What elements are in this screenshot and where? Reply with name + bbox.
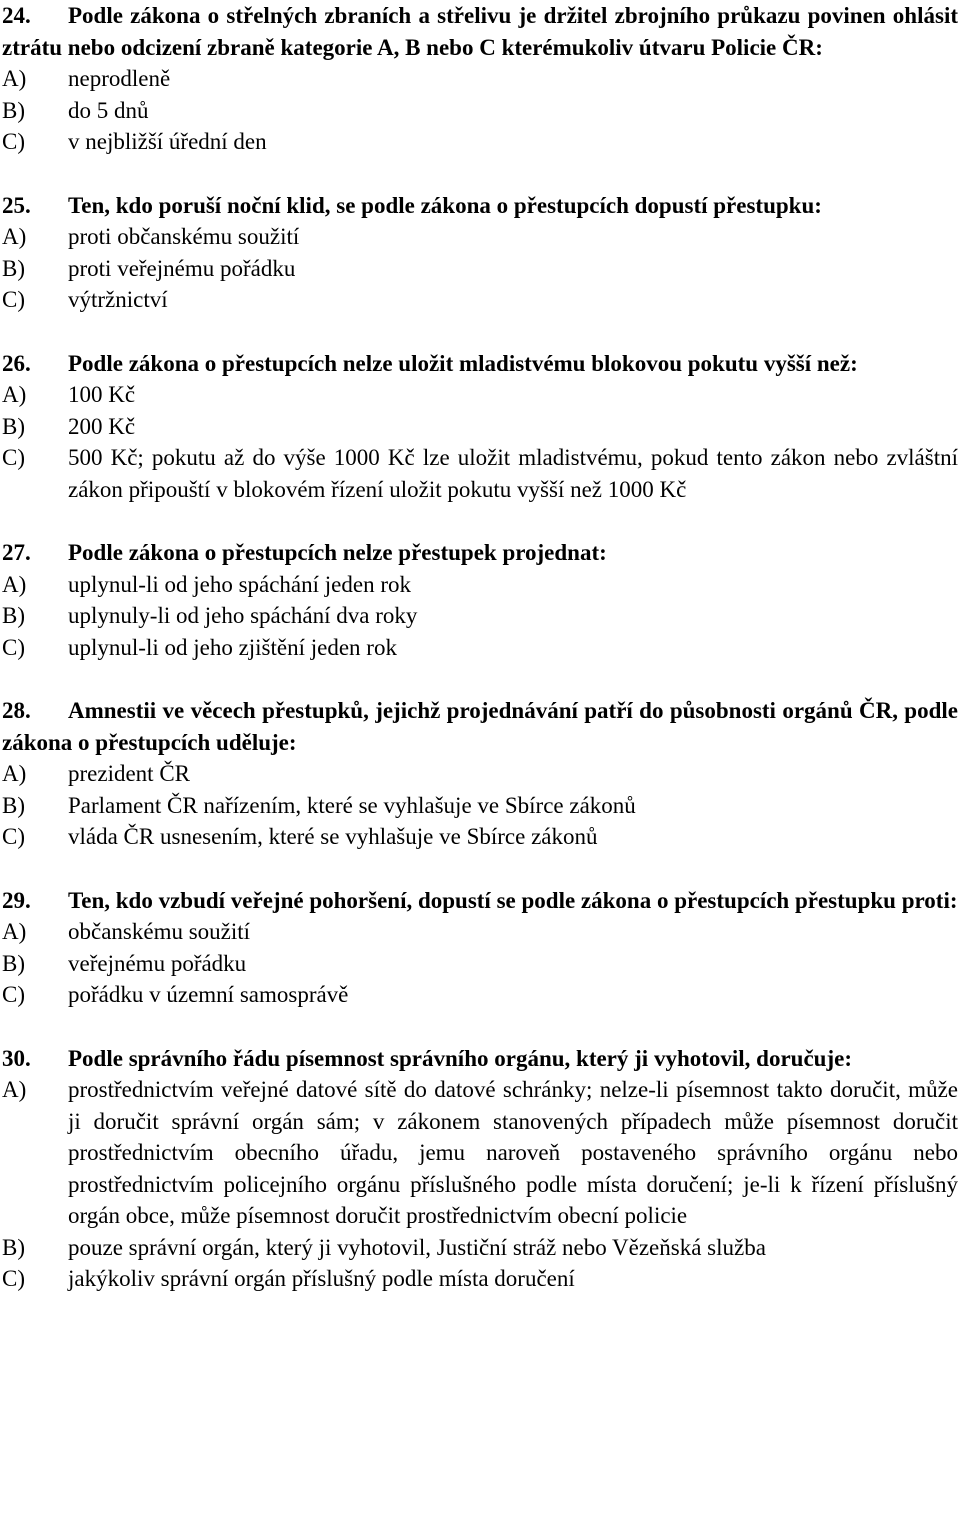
option-text: Parlament ČR nařízením, které se vyhlašuje ve Sbírce zákonů bbox=[68, 792, 636, 818]
option-text: 200 Kč bbox=[68, 413, 136, 439]
option-letter: C) bbox=[2, 824, 25, 849]
spacer bbox=[2, 853, 958, 885]
question-text: Podle zákona o střelných zbraních a střelivu je držitel zbrojního průkazu povinen ohlásit ztrátu nebo odcizení zbraně kategorie A, B nebo C kterémukoliv útvaru Policie ČR: bbox=[2, 3, 958, 60]
option-letter: B) bbox=[2, 603, 25, 628]
question-heading bbox=[2, 537, 958, 569]
question-heading bbox=[2, 190, 958, 222]
option-letter: B) bbox=[2, 950, 25, 976]
option-text: 500 Kč; pokutu až do výše 1000 Kč lze uložit mladistvému, pokud tento zákon nebo zvláštní zákon připouští v blokovém řízení uložit pokutu vyšší než 1000 Kč bbox=[68, 445, 958, 502]
option-text: prezident ČR bbox=[68, 761, 190, 786]
question-number: 30. bbox=[2, 1045, 31, 1071]
question-26 bbox=[2, 348, 958, 506]
question-text: Podle správního řádu písemnost správního orgánu, který ji vyhotovil, doručuje: bbox=[68, 1045, 852, 1071]
question-heading bbox=[2, 695, 958, 758]
question-heading bbox=[2, 885, 958, 917]
answer-option bbox=[2, 758, 958, 790]
question-number: 29. bbox=[2, 887, 31, 913]
answer-option bbox=[2, 632, 958, 664]
option-letter: A) bbox=[2, 1077, 27, 1102]
answer-options bbox=[2, 1074, 958, 1295]
answer-option bbox=[2, 569, 958, 601]
answer-option bbox=[2, 221, 958, 253]
option-text: vláda ČR usnesením, které se vyhlašuje ve Sbírce zákonů bbox=[68, 824, 598, 849]
answer-options bbox=[2, 63, 958, 158]
spacer bbox=[2, 316, 958, 348]
option-text: proti veřejnému pořádku bbox=[68, 255, 296, 281]
option-letter: B) bbox=[2, 97, 25, 123]
option-text: jakýkoliv správní orgán příslušný podle místa doručení bbox=[68, 1266, 575, 1291]
answer-option bbox=[2, 95, 958, 127]
answer-options bbox=[2, 569, 958, 664]
option-text: uplynul-li od jeho zjištění jeden rok bbox=[68, 634, 397, 660]
spacer bbox=[2, 1011, 958, 1043]
question-29 bbox=[2, 885, 958, 1011]
option-letter: A) bbox=[2, 382, 27, 407]
option-text: neprodleně bbox=[68, 66, 171, 91]
option-letter: A) bbox=[2, 66, 27, 91]
answer-options bbox=[2, 758, 958, 853]
option-letter: B) bbox=[2, 1234, 25, 1260]
answer-option bbox=[2, 411, 958, 443]
question-number: 27. bbox=[2, 540, 31, 565]
option-letter: C) bbox=[2, 129, 25, 154]
answer-option bbox=[2, 1074, 958, 1232]
question-text: Podle zákona o přestupcích nelze přestupek projednat: bbox=[68, 540, 607, 565]
option-text: do 5 dnů bbox=[68, 97, 149, 123]
question-text: Podle zákona o přestupcích nelze uložit mladistvému blokovou pokutu vyšší než: bbox=[68, 350, 858, 376]
answer-option bbox=[2, 442, 958, 505]
option-text: uplynuly-li od jeho spáchání dva roky bbox=[68, 603, 418, 628]
question-25 bbox=[2, 190, 958, 316]
option-letter: C) bbox=[2, 287, 25, 312]
option-letter: A) bbox=[2, 761, 27, 786]
option-text: výtržnictví bbox=[68, 287, 168, 312]
spacer bbox=[2, 663, 958, 695]
question-number: 26. bbox=[2, 350, 31, 376]
option-text: v nejbližší úřední den bbox=[68, 129, 267, 154]
option-text: občanskému soužití bbox=[68, 919, 251, 944]
answer-option bbox=[2, 126, 958, 158]
question-30 bbox=[2, 1043, 958, 1295]
question-heading bbox=[2, 1043, 958, 1075]
question-number: 24. bbox=[2, 3, 31, 28]
option-text: pouze správní orgán, který ji vyhotovil, Justiční stráž nebo Vězeňská služba bbox=[68, 1234, 766, 1260]
answer-option bbox=[2, 1232, 958, 1264]
answer-option bbox=[2, 821, 958, 853]
option-text: prostřednictvím veřejné datové sítě do datové schránky; nelze-li písemnost takto doručit, může ji doručit správní orgán sám; v zákonem stanovených případech může písemnost doručit prostřednictvím obecního úřadu, jemu naroveň postaveného správního orgánu nebo prostřednictvím policejního orgánu příslušného podle místa doručení; je-li k řízení příslušný orgán obce, může písemnost doručit prostřednictvím obecní policie bbox=[68, 1077, 958, 1228]
question-27 bbox=[2, 537, 958, 663]
option-letter: B) bbox=[2, 792, 25, 818]
question-24 bbox=[2, 0, 958, 158]
answer-option bbox=[2, 379, 958, 411]
answer-option bbox=[2, 1263, 958, 1295]
answer-option bbox=[2, 916, 958, 948]
answer-option bbox=[2, 253, 958, 285]
option-letter: B) bbox=[2, 413, 25, 439]
question-number: 28. bbox=[2, 698, 31, 723]
option-text: pořádku v územní samosprávě bbox=[68, 982, 349, 1007]
option-letter: C) bbox=[2, 634, 25, 660]
option-text: uplynul-li od jeho spáchání jeden rok bbox=[68, 571, 412, 597]
answer-option bbox=[2, 284, 958, 316]
question-heading bbox=[2, 348, 958, 380]
option-letter: C) bbox=[2, 982, 25, 1007]
option-letter: C) bbox=[2, 1266, 25, 1291]
question-28 bbox=[2, 695, 958, 853]
option-text: proti občanskému soužití bbox=[68, 224, 300, 249]
question-heading bbox=[2, 0, 958, 63]
answer-option bbox=[2, 600, 958, 632]
option-letter: B) bbox=[2, 255, 25, 281]
answer-option bbox=[2, 790, 958, 822]
spacer bbox=[2, 158, 958, 190]
option-letter: A) bbox=[2, 919, 27, 944]
answer-option bbox=[2, 979, 958, 1011]
question-text: Amnestii ve věcech přestupků, jejichž projednávání patří do působnosti orgánů ČR, podle zákona o přestupcích uděluje: bbox=[2, 698, 958, 755]
answer-options bbox=[2, 379, 958, 505]
answer-option bbox=[2, 63, 958, 95]
option-text: veřejnému pořádku bbox=[68, 950, 247, 976]
question-text: Ten, kdo vzbudí veřejné pohoršení, dopustí se podle zákona o přestupcích přestupku proti: bbox=[68, 887, 958, 913]
answer-options bbox=[2, 916, 958, 1011]
option-text: 100 Kč bbox=[68, 382, 136, 407]
answer-option bbox=[2, 948, 958, 980]
option-letter: A) bbox=[2, 224, 27, 249]
option-letter: A) bbox=[2, 571, 27, 597]
option-letter: C) bbox=[2, 445, 25, 470]
spacer bbox=[2, 505, 958, 537]
answer-options bbox=[2, 221, 958, 316]
question-number: 25. bbox=[2, 192, 31, 218]
question-text: Ten, kdo poruší noční klid, se podle zákona o přestupcích dopustí přestupku: bbox=[68, 192, 822, 218]
